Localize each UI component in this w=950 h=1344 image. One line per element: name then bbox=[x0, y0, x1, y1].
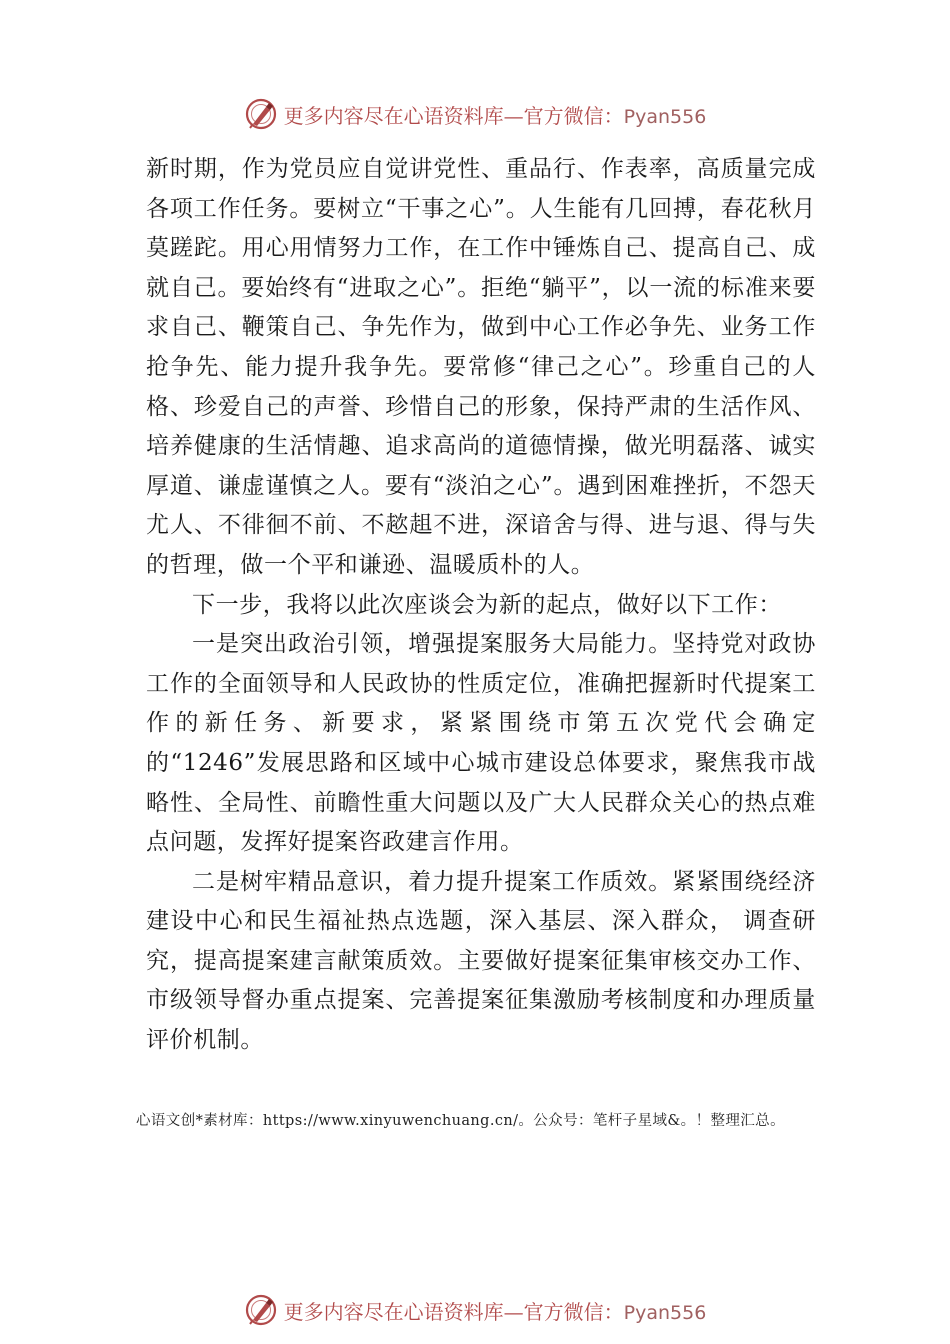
source-note: 心语文创*素材库：https://www.xinyuwenchuang.cn/。公众号：笔杆子星域&。！整理汇总。 bbox=[136, 1113, 785, 1129]
paragraph-2: 下一步，我将以此次座谈会为新的起点，做好以下工作： bbox=[192, 591, 782, 618]
banner-text bbox=[284, 100, 707, 129]
paragraph-1: 新时期，作为党员应自觉讲党性、重品行、作表率，高质量完成各项工作任务。要树立“干事之心”。人生能有几回搏，春花秋月莫蹉跎。用心用情努力工作，在工作中锤炼自己、提高自己、成就自己。要始终有“进取之心”。拒绝“躺平”，以一流的标准来要求自己、鞭策自己、争先作为，做到中心工作必争先、业务工作抢争先、能力提升我争先。要常修“律己之心”。珍重自己的人格、珍爱自己的声誉、珍惜自己的形象，保持严肃的生活作风、培养健康的生活情趣、追求高尚的道德情操，做光明磊落、诚实厚道、谦虚谨慎之人。要有“淡泊之心”。遇到困难挫折，不怨天尤人、不徘徊不前、不趑趄不进，深谙舍与得、进与退、得与失的哲理，做一个平和谦逊、温暖质朴的人。 bbox=[146, 156, 816, 578]
banner-slogan: 更多内容尽在心语资料库—官方微信： bbox=[283, 1299, 624, 1324]
header-banner bbox=[0, 94, 950, 134]
banner-text bbox=[284, 1296, 707, 1325]
pen-nib-logo-icon bbox=[244, 97, 278, 131]
paragraph-3: 一是突出政治引领，增强提案服务大局能力。坚持党对政协工作的全面领导和人民政协的性质定位，准确把握新时代提案工作的新任务、新要求，紧紧围绕市第五次党代会确定的“1246”发展思路和区域中心城市建设总体要求，聚焦我市战略性、全局性、前瞻性重大问题以及广大人民群众关心的热点难点问题，发挥好提案咨政建言作用。 bbox=[146, 631, 816, 856]
banner-wechat-id: Pyan556 bbox=[623, 1301, 707, 1324]
banner-slogan: 更多内容尽在心语资料库—官方微信： bbox=[283, 103, 624, 128]
document-body bbox=[146, 150, 816, 1061]
pen-nib-logo-icon bbox=[244, 1293, 278, 1327]
banner-wechat-id: Pyan556 bbox=[623, 105, 707, 128]
footer-banner bbox=[0, 1290, 950, 1330]
paragraph-4: 二是树牢精品意识，着力提升提案工作质效。紧紧围绕经济建设中心和民生福祉热点选题，深入基层、深入群众， 调查研究，提高提案建言献策质效。主要做好提案征集审核交办工作、市级领导督办重点提案、完善提案征集激励考核制度和办理质量评价机制。 bbox=[146, 868, 816, 1054]
